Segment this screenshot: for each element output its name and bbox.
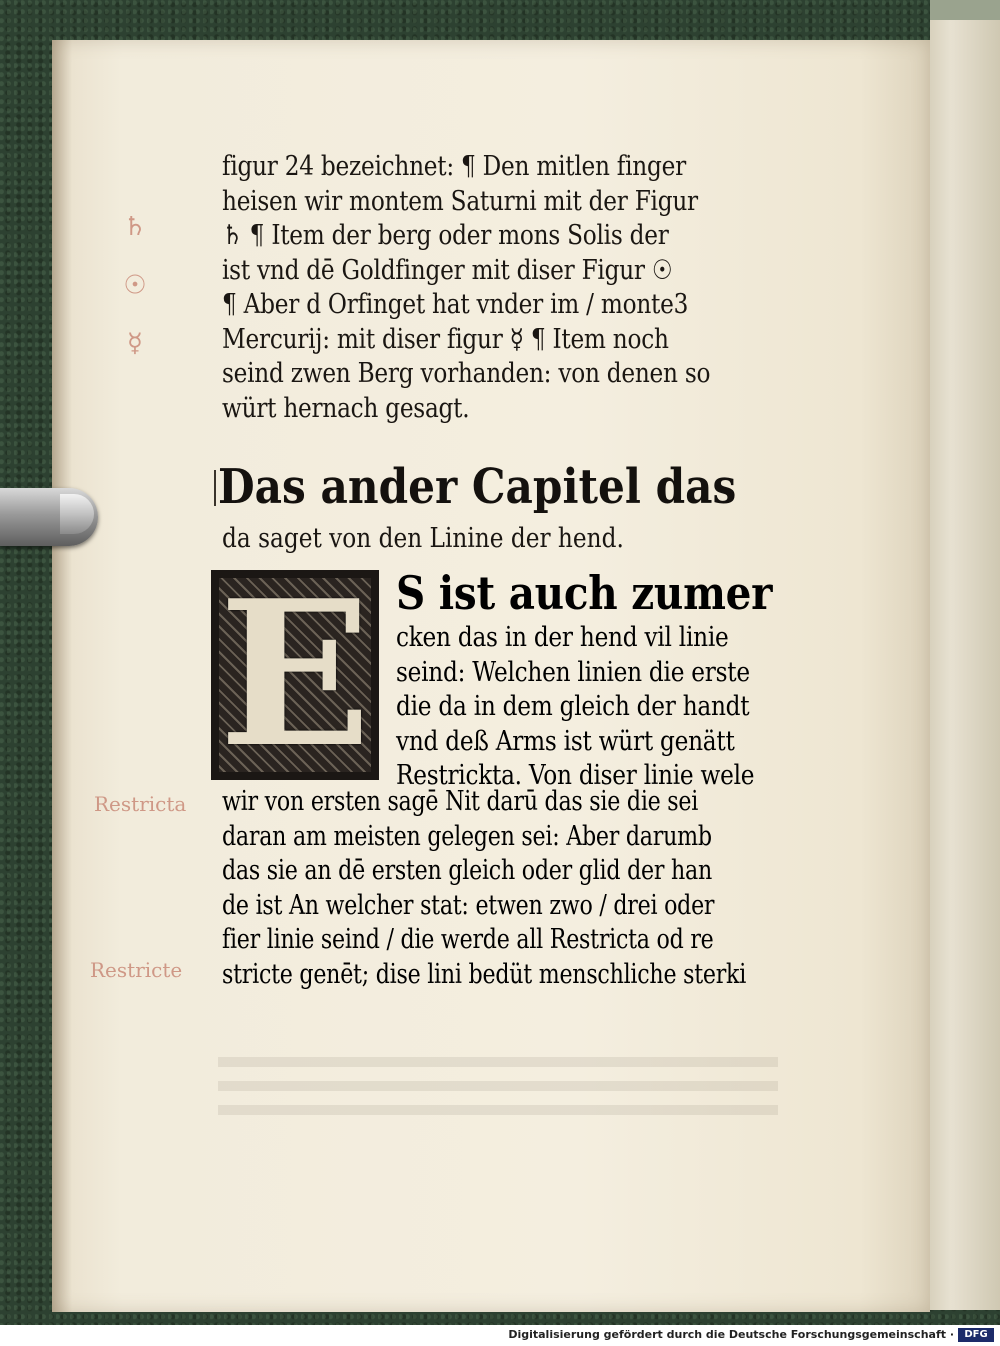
text-line: vnd deß Arms ist würt genätt: [396, 725, 735, 757]
text-line: Restrickta. Von diser linie wele: [396, 760, 755, 791]
dfg-logo: DFG: [958, 1328, 994, 1342]
text-line: de ist An welcher stat: etwen zwo / drei oder: [222, 889, 715, 921]
text-line: figur 24 bezeichnet: ¶ Den mitlen finger: [222, 151, 686, 182]
page-gutter-shadow: [52, 40, 72, 1312]
footer-bar: [0, 1325, 1000, 1346]
body-text-bottom: [222, 785, 832, 992]
decorated-initial: [211, 557, 379, 792]
text-line: seind zwen Berg vorhanden: von denen so: [222, 358, 711, 389]
initial-letter: E: [218, 557, 372, 792]
chapter-heading: Das ander Capitel das: [218, 459, 737, 515]
funding-credit: Digitalisierung gefördert durch die Deutsche Forschungsgemeinschaft ·: [508, 1328, 954, 1341]
text-line: ♄ ¶ Item der berg oder mons Solis der: [222, 220, 669, 251]
body-text-beside-initial: [396, 565, 826, 794]
text-line: cken das in der hend vil linie: [396, 622, 729, 653]
text-line: fier linie seind / die werde all Restricta od re: [222, 924, 714, 955]
margin-note-symbols: ♄ ☉ ☿: [120, 212, 150, 369]
text-line: wir von ersten sagē Nit darū das sie die sei: [222, 786, 699, 817]
text-line: heisen wir montem Saturni mit der Figur: [222, 185, 698, 217]
margin-note-restricte: Restricte: [90, 958, 183, 982]
margin-note-restricta: Restricta: [94, 792, 187, 816]
book-fore-edge: [930, 20, 1000, 1310]
text-line: seind: Welchen linien die erste: [396, 656, 750, 688]
text-line: würt hernach gesagt.: [222, 392, 470, 424]
text-line: ist vnd dē Goldfinger mit diser Figur ☉: [222, 254, 673, 286]
chapter-subheading: da saget von den Linine der hend.: [222, 523, 624, 554]
text-line: Mercurij: mit diser figur ☿ ¶ Item noch: [222, 323, 669, 355]
text-line: stricte genēt; dise lini bedüt menschliche sterki: [222, 958, 747, 990]
heading-rule: [214, 470, 216, 506]
text-line: ¶ Aber d Orfinget hat vnder im / monte3: [222, 289, 689, 320]
body-text-top: [222, 150, 822, 426]
show-through-text: [218, 1045, 778, 1115]
text-line: daran am meisten gelegen sei: Aber darumb: [222, 820, 712, 852]
text-line: das sie an dē ersten gleich oder glid der han: [222, 855, 712, 886]
text-line-large: S ist auch zumer: [396, 566, 773, 620]
text-line: die da in dem gleich der handt: [396, 691, 750, 722]
